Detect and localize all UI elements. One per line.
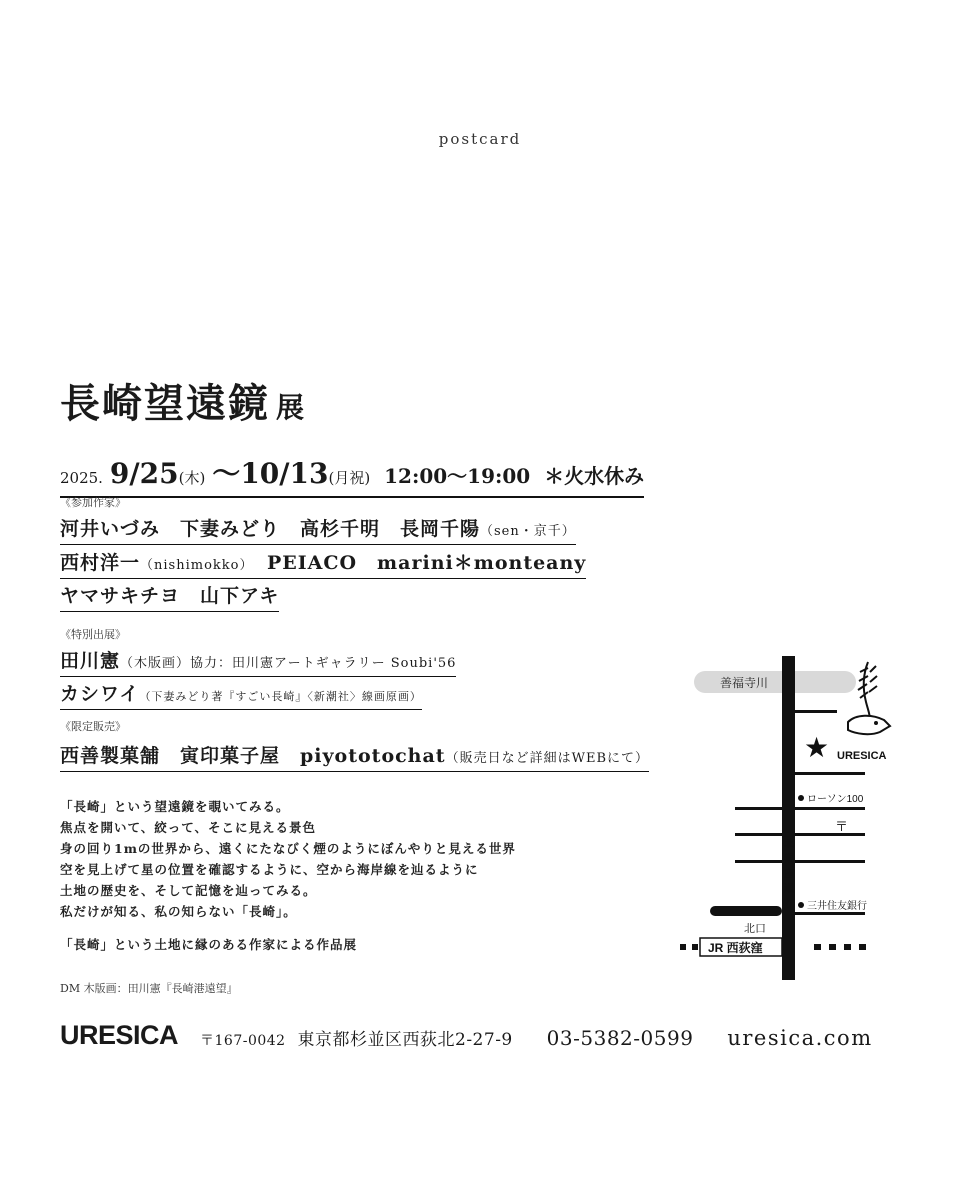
kita-ginza-street: [782, 656, 795, 980]
postal-code: 〒167-0042: [200, 1033, 286, 1049]
side-street: [735, 860, 865, 863]
street-label-char: 北: [784, 839, 794, 850]
rail-dash: [814, 944, 821, 950]
schedule-closed: ＊火水休み: [544, 464, 645, 488]
description-line: 私だけが知る、私の知らない「長崎」。: [60, 904, 297, 919]
station-label: JR 西荻窪: [708, 941, 763, 955]
schedule-end: 10/13: [240, 457, 329, 490]
exit-label: 北口: [744, 923, 766, 935]
access-map: [680, 650, 900, 990]
special-heading: 《特別出展》: [60, 628, 126, 641]
side-street: [795, 710, 837, 713]
street-label-char: り: [784, 899, 794, 910]
schedule-start: 9/25: [109, 457, 179, 490]
river-label: 善福寺川: [720, 676, 769, 690]
artist-line: 西村洋一（nishimokko） PEIACO marini＊monteany: [60, 548, 586, 579]
print-credit: DM 木版画：田川憲『長崎港遠望』: [60, 982, 238, 995]
schedule-start-day: (木): [178, 469, 206, 487]
postcard-label: postcard: [438, 130, 522, 148]
artist-line: ヤマサキチヨ 山下アキ: [60, 581, 279, 612]
description-summary: 「長崎」という土地に縁のある作家による作品展: [60, 937, 358, 952]
side-street: [735, 807, 865, 810]
lawson-label: ローソン100: [807, 794, 864, 805]
description-line: 焦点を開いて、絞って、そこに見える景色: [60, 820, 317, 835]
side-street: [795, 772, 865, 775]
rail-dash: [680, 944, 686, 950]
street-label-char: 通: [784, 884, 794, 895]
limited-heading: 《限定販売》: [60, 720, 126, 733]
exhibition-schedule: [60, 452, 644, 498]
description-line: 空を見上げて星の位置を確認するように、空から海岸線を辿るように: [60, 862, 479, 877]
deer-logo-icon: [848, 662, 890, 734]
river-band: [694, 671, 856, 693]
rail-dash: [829, 944, 836, 950]
street-label-char: 座: [784, 869, 794, 880]
phone-number: 03-5382-0599: [546, 1026, 694, 1050]
description-line: 土地の歴史を、そして記憶を辿ってみる。: [60, 883, 317, 898]
schedule-end-day: (月祝): [328, 469, 371, 487]
schedule-sep: 〜: [212, 457, 241, 490]
special-line: 田川憲（木版画）協力：田川憲アートギャラリー Soubi'56: [60, 646, 456, 677]
post-office-icon: 〒: [835, 819, 849, 834]
brand-logo: URESICA: [60, 1020, 179, 1050]
title-suffix: 展: [276, 391, 307, 424]
kitaguchi-street: [710, 906, 782, 916]
special-line: カシワイ（下妻みどり著『すごい長崎』〈新潮社〉線画原画）: [60, 679, 422, 710]
side-street: [795, 912, 865, 915]
exhibition-title: [60, 372, 306, 429]
description-line: 身の回り1mの世界から、遠くにたなびく煙のようにぼんやりと見える世界: [60, 841, 516, 856]
address: 東京都杉並区西荻北2-27-9: [297, 1030, 513, 1050]
rail-dash: [859, 944, 866, 950]
lawson-marker: [798, 795, 804, 801]
artists-heading: 《参加作家》: [60, 496, 126, 509]
rail-dash: [844, 944, 851, 950]
description: [60, 796, 516, 922]
bank-label: 三井住友銀行: [807, 901, 867, 912]
title-main: 長崎望遠鏡: [60, 380, 270, 427]
schedule-year: 2025.: [60, 469, 103, 487]
street-label-char: 銀: [784, 854, 794, 865]
website-link[interactable]: uresica.com: [727, 1026, 873, 1050]
shop-label: URESICA: [837, 750, 887, 762]
artist-line: 河井いづみ 下妻みどり 高杉千明 長岡千陽（sen・京千）: [60, 514, 576, 545]
shop-star-icon: ★: [804, 732, 830, 763]
limited-line: 西善製菓舗 寅印菓子屋 piyototochat（販売日など詳細はWEBにて）: [60, 741, 649, 772]
bank-marker: [798, 902, 804, 908]
schedule-hours: 12:00〜19:00: [384, 464, 531, 488]
contact-line: [200, 1025, 873, 1050]
rail-dash: [692, 944, 698, 950]
description-line: 「長崎」という望遠鏡を覗いてみる。: [60, 799, 290, 814]
